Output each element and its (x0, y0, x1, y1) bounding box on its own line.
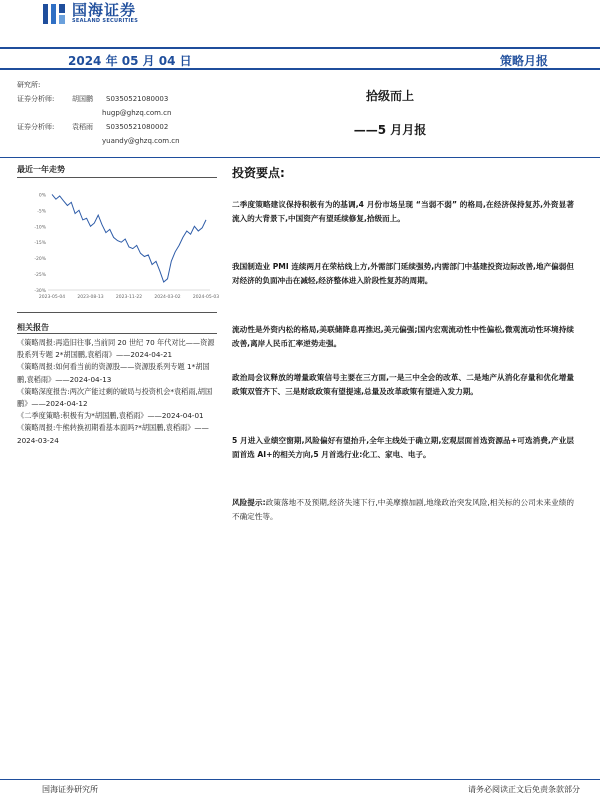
header-bar (0, 47, 600, 70)
related-report-item[interactable]: 《策略深度报告:两次产能过剩的破局与投资机会*袁稻雨,胡国鹏》——2024-04-12 (17, 386, 213, 409)
footer-divider (0, 779, 600, 780)
investment-points-title: 投资要点: (232, 166, 285, 180)
divider (17, 177, 217, 178)
investment-point: 流动性是外资内松的格局,美联储降息再推迟,美元偏强;国内宏观流动性中性偏松,微观流动性环境持续改善,离岸人民币汇率逆势走强。 (232, 325, 574, 348)
analyst-cert: S0350521080002 (106, 123, 169, 131)
investment-point: 政治局会议释放的增量政策信号主要在三方面,一是三中全会的改革、二是地产从消化存量和优化增量政策双管齐下、三是财政政策有望提速,总量及改革政策有望进入发力期。 (232, 373, 574, 396)
y-tick-label: -5% (37, 209, 46, 215)
divider (0, 157, 600, 158)
analyst-cert: S0350521080003 (106, 95, 169, 103)
report-date: 2024 年 05 月 04 日 (68, 54, 192, 68)
footer-institute: 国海证券研究所 (42, 785, 98, 794)
investment-point: 二季度策略建议保持积极有为的基调,4 月份市场呈现 “当弱不弱” 的格局,在经济保持复苏,外资显著流入的大背景下,中国资产有望延续修复,拾级而上。 (232, 200, 574, 223)
y-tick-label: -15% (34, 241, 46, 247)
x-tick-label: 2023-05-04 (38, 295, 66, 300)
y-tick-label: -10% (34, 225, 46, 231)
brand-name (72, 2, 138, 25)
report-title: 拾级而上 (365, 89, 414, 103)
analyst-email[interactable]: yuandy@ghzq.com.cn (102, 137, 180, 145)
x-tick-label: 2023-08-13 (77, 295, 104, 300)
sealand-logo-icon (42, 3, 66, 25)
investment-point: 我国制造业 PMI 连续两月在荣枯线上方,外需部门延续强势,内需部门中基建投资边际改善,地产偏弱但对经济的负面冲击在减轻,经济整体进入阶段性复苏的周期。 (232, 262, 574, 285)
y-tick-label: -20% (34, 257, 46, 263)
report-type: 策略月报 (499, 54, 548, 68)
y-tick-label: 0% (38, 193, 46, 199)
related-report-item[interactable]: 《策略周报:如何看当前的资源股——资源股系列专题 1*胡国鹏,袁稻雨》——2024-04-13 (17, 362, 210, 384)
analyst-row (17, 92, 180, 106)
divider (17, 312, 217, 313)
footer-disclaimer: 请务必阅读正文后免责条款部分 (468, 785, 580, 794)
divider (17, 333, 217, 334)
x-tick-label: 2024-05-03 (192, 295, 220, 300)
x-tick-label: 2023-11-22 (115, 295, 143, 300)
analyst-block (17, 78, 180, 148)
brand-logo (42, 2, 138, 25)
analyst-email[interactable]: hugp@ghzq.com.cn (102, 109, 172, 117)
trend-chart (30, 182, 220, 302)
x-tick-label: 2024-03-02 (154, 295, 181, 300)
analyst-role: 证券分析师: (17, 95, 55, 103)
trend-chart-svg (30, 182, 220, 302)
risk-warning-label: 风险提示: (232, 498, 266, 507)
series-line (52, 194, 206, 282)
report-title-block (330, 87, 450, 138)
related-reports-list (17, 337, 217, 447)
y-tick-label: -30% (34, 289, 46, 294)
related-reports-title: 相关报告 (17, 323, 49, 332)
research-label: 研究所: (17, 81, 41, 89)
related-report-item[interactable]: 《策略周报:再造旧往事,当前同 20 世纪 70 年代对比——资源股系列专题 2*胡国鹏,袁稻雨》——2024-04-21 (17, 338, 215, 360)
report-subtitle: ——5 月月报 (353, 123, 427, 137)
brand-name-cn: 国海证券 (72, 1, 137, 19)
risk-warning-text: 政策落地不及预期,经济失速下行,中美摩擦加剧,地缘政治突发风险,相关标的公司未来业绩的不确定性等。 (232, 498, 574, 521)
brand-name-en: SEALAND SECURITIES (72, 18, 139, 24)
y-tick-label: -25% (34, 273, 46, 279)
analyst-name: 袁稻雨 (72, 123, 93, 131)
analyst-role: 证券分析师: (17, 123, 55, 131)
risk-warning (232, 496, 574, 524)
investment-point: 5 月进入业绩空窗期,风险偏好有望抬升,全年主线处于确立期,宏观层面首选资源品+可选消费,产业层面首选 AI+的相关方向,5 月首选行业:化工、家电、电子。 (232, 436, 574, 459)
trend-chart-title: 最近一年走势 (17, 165, 65, 174)
analyst-name: 胡国鹏 (72, 95, 93, 103)
related-report-item[interactable]: 《二季度策略:积极有为*胡国鹏,袁稻雨》——2024-04-01 (17, 411, 204, 421)
related-report-item[interactable]: 《策略周报:牛熊转换初期看基本面吗?*胡国鹏,袁稻雨》——2024-03-24 (17, 423, 209, 445)
analyst-row (17, 120, 180, 134)
